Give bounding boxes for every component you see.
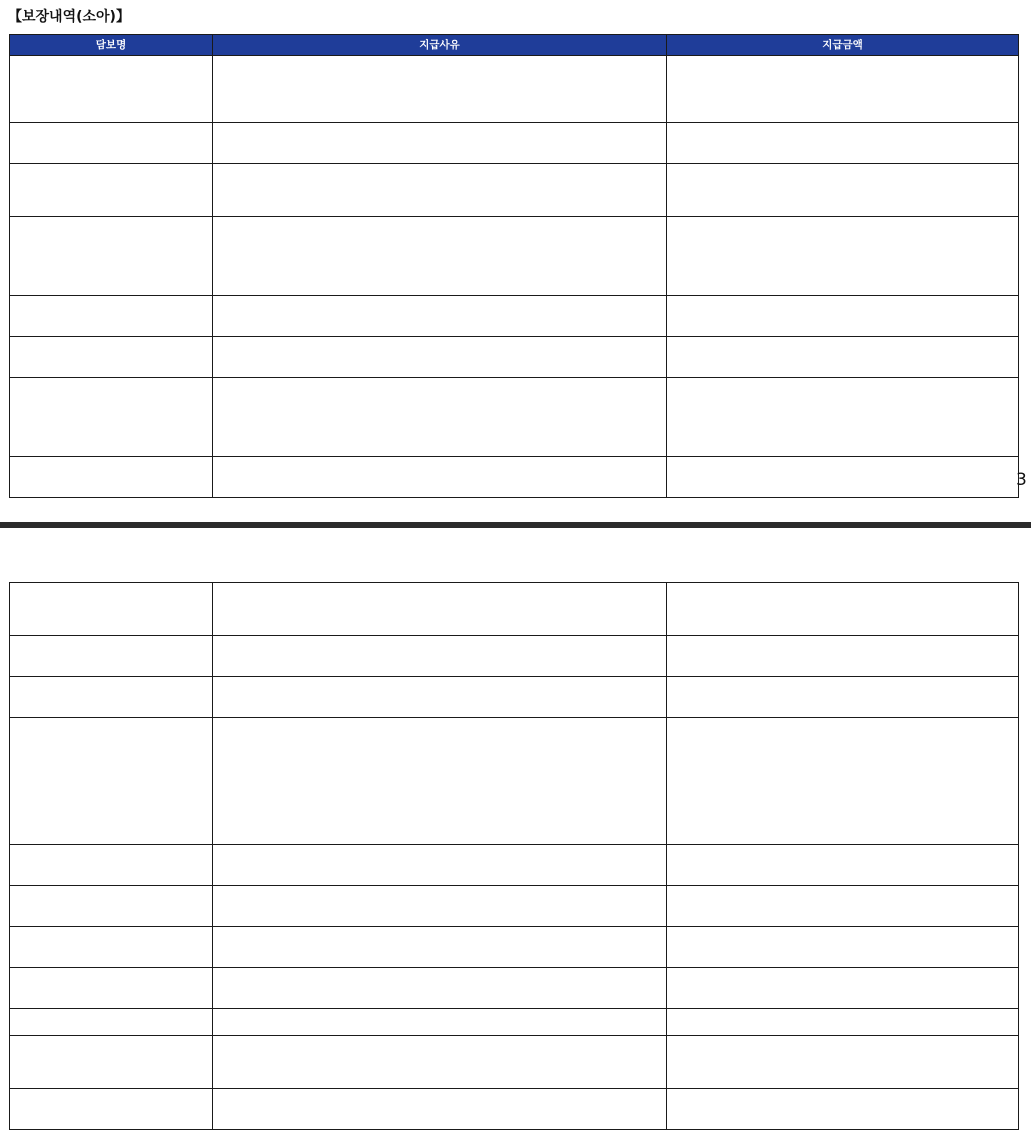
table-row <box>10 968 1019 1009</box>
payment-reason <box>213 927 667 968</box>
table-row <box>10 718 1019 845</box>
payment-reason <box>213 1089 667 1130</box>
payment-amount <box>667 718 1019 845</box>
payment-reason <box>213 1036 667 1089</box>
payment-reason <box>213 337 667 378</box>
payment-amount <box>667 886 1019 927</box>
coverage-name <box>10 56 213 123</box>
coverage-name <box>10 845 213 886</box>
payment-amount <box>667 56 1019 123</box>
table-row <box>10 457 1019 498</box>
payment-amount <box>667 1089 1019 1130</box>
header-coverage-name: 담보명 <box>10 35 213 56</box>
payment-reason <box>213 583 667 636</box>
payment-amount <box>667 123 1019 164</box>
payment-amount <box>667 337 1019 378</box>
coverage-name <box>10 636 213 677</box>
table-row <box>10 378 1019 457</box>
table-row <box>10 337 1019 378</box>
coverage-name <box>10 1036 213 1089</box>
payment-reason <box>213 457 667 498</box>
table-row <box>10 677 1019 718</box>
coverage-table-1 <box>9 34 1019 498</box>
table-row <box>10 56 1019 123</box>
coverage-name <box>10 968 213 1009</box>
payment-reason <box>213 56 667 123</box>
payment-reason <box>213 636 667 677</box>
payment-reason <box>213 296 667 337</box>
table-row <box>10 1089 1019 1130</box>
coverage-name <box>10 296 213 337</box>
table-row <box>10 1036 1019 1089</box>
table-row <box>10 927 1019 968</box>
coverage-name <box>10 457 213 498</box>
payment-amount <box>667 378 1019 457</box>
table-row <box>10 123 1019 164</box>
payment-amount <box>667 927 1019 968</box>
payment-amount <box>667 845 1019 886</box>
coverage-name <box>10 1089 213 1130</box>
coverage-name <box>10 164 213 217</box>
table-header-row <box>10 35 1019 56</box>
table-row <box>10 164 1019 217</box>
coverage-name <box>10 886 213 927</box>
payment-amount <box>667 217 1019 296</box>
page-title: 【보장내역(소아)】 <box>8 9 130 25</box>
coverage-name <box>10 927 213 968</box>
payment-reason <box>213 1009 667 1036</box>
coverage-table-2 <box>9 582 1019 1130</box>
payment-amount <box>667 1036 1019 1089</box>
payment-reason <box>213 886 667 927</box>
header-payment-amount: 지급금액 <box>667 35 1019 56</box>
payment-reason <box>213 968 667 1009</box>
payment-reason <box>213 217 667 296</box>
payment-reason <box>213 123 667 164</box>
table-row <box>10 583 1019 636</box>
payment-reason <box>213 677 667 718</box>
payment-amount <box>667 164 1019 217</box>
payment-reason <box>213 164 667 217</box>
table-row <box>10 217 1019 296</box>
table-row <box>10 636 1019 677</box>
page-number: 3 <box>1016 470 1027 490</box>
table-row <box>10 296 1019 337</box>
payment-amount <box>667 968 1019 1009</box>
coverage-name <box>10 677 213 718</box>
payment-reason <box>213 378 667 457</box>
payment-amount <box>667 1009 1019 1036</box>
table-row <box>10 1009 1019 1036</box>
coverage-name <box>10 583 213 636</box>
coverage-name <box>10 337 213 378</box>
payment-amount <box>667 636 1019 677</box>
payment-amount <box>667 296 1019 337</box>
page-divider <box>0 522 1031 528</box>
payment-amount <box>667 457 1019 498</box>
coverage-name <box>10 123 213 164</box>
coverage-name <box>10 217 213 296</box>
table-row <box>10 886 1019 927</box>
payment-reason <box>213 845 667 886</box>
payment-reason <box>213 718 667 845</box>
coverage-name <box>10 1009 213 1036</box>
coverage-name <box>10 718 213 845</box>
payment-amount <box>667 583 1019 636</box>
coverage-name <box>10 378 213 457</box>
header-payment-reason: 지급사유 <box>213 35 667 56</box>
table-row <box>10 845 1019 886</box>
payment-amount <box>667 677 1019 718</box>
